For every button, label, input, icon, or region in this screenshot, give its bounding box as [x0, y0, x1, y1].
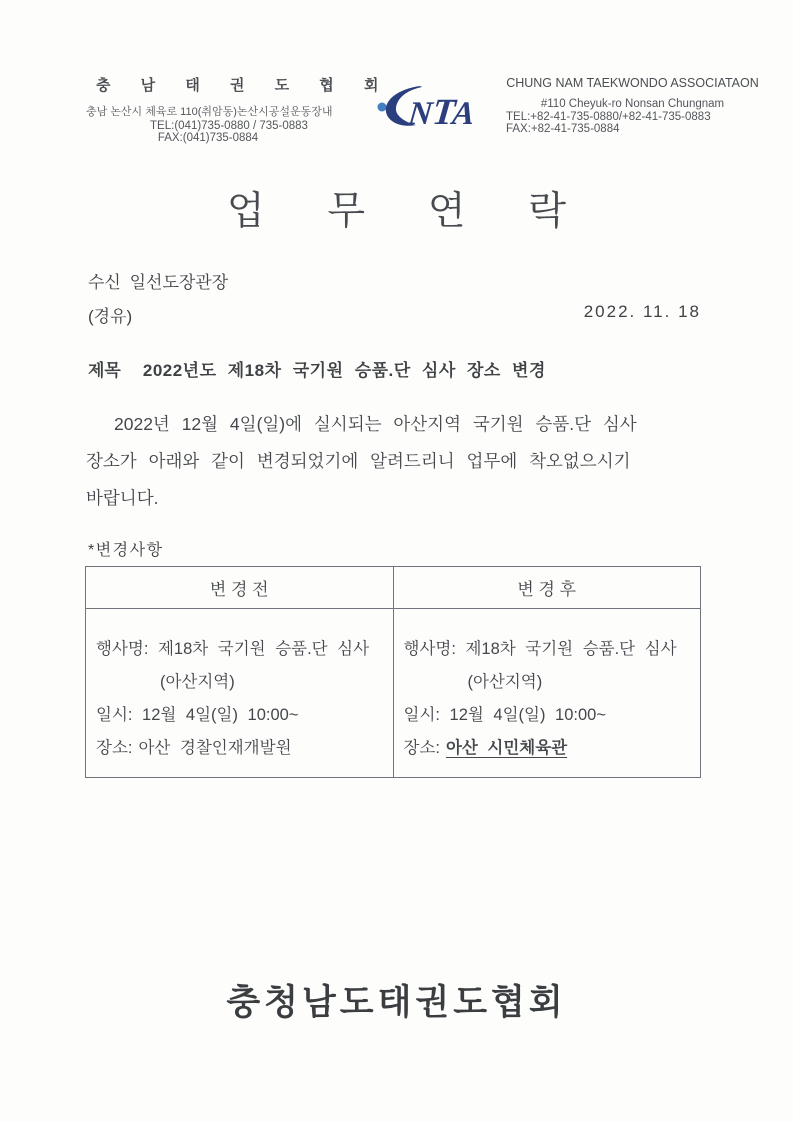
change-table-body-row — [86, 609, 701, 778]
change-table-header-row — [86, 567, 701, 609]
before-cell — [86, 609, 394, 778]
body-line-3: 바랍니다. — [86, 488, 159, 508]
document-title: 업 무 연 락 — [226, 190, 593, 233]
document-date: 2022. 11. 18 — [583, 302, 701, 321]
svg-text:A: A — [450, 96, 477, 132]
org-name-english: CHUNG NAM TAEKWONDO ASSOCIATAON — [506, 76, 759, 90]
svg-text:N: N — [406, 96, 435, 132]
svg-text:T: T — [430, 92, 458, 133]
column-header-before: 변 경 전 — [86, 567, 394, 609]
recipient-line — [88, 268, 228, 293]
org-address-korean: 충남 논산시 체육로 110(취암동)논산시공설운동장내 — [86, 106, 333, 118]
after-venue-value: 아산 시민체육관 — [445, 739, 568, 757]
via-label: (경유) — [88, 307, 133, 326]
cnta-logo-icon — [374, 80, 496, 136]
before-event-region: (아산지역) — [160, 673, 235, 691]
after-venue-line — [404, 732, 695, 765]
org-tel-english: TEL:+82-41-735-0880/+82-41-735-0883 — [506, 111, 711, 123]
change-table — [85, 566, 701, 778]
logo-dot-icon — [378, 103, 387, 112]
column-header-after: 변 경 후 — [393, 567, 701, 609]
after-event-region: (아산지역) — [467, 673, 543, 691]
before-venue-value: 아산 경찰인재개발원 — [138, 739, 292, 757]
before-venue-label: 장소: — [96, 739, 133, 757]
before-event-name: 행사명: 제18차 국기원 승품.단 심사 — [96, 640, 370, 658]
via-row — [88, 302, 701, 327]
body-paragraph — [86, 406, 718, 517]
after-datetime: 일시: 12월 4일(일) 10:00~ — [403, 706, 606, 724]
subject-label: 제목 — [88, 361, 121, 380]
subject-text: 2022년도 제18차 국기원 승품.단 심사 장소 변경 — [142, 361, 546, 380]
after-venue-label: 장소: — [403, 739, 440, 757]
body-line-2: 장소가 아래와 같이 변경되었기에 알려드리니 업무에 착오없으시기 — [86, 451, 631, 471]
letterhead-korean-block — [86, 74, 392, 144]
letterhead — [86, 74, 759, 144]
body-line-1: 2022년 12월 4일(일)에 실시되는 아산지역 국기원 승품.단 심사 — [114, 414, 637, 434]
subject-line — [88, 356, 546, 381]
logo-letters — [405, 92, 476, 133]
org-tel-korean: TEL:(041)735-0880 / 735-0883 — [150, 120, 308, 132]
change-section-label: *변경사항 — [88, 542, 164, 559]
org-fax-korean: FAX:(041)735-0884 — [157, 132, 259, 144]
recipient-label: 수신 — [88, 273, 121, 292]
org-fax-english: FAX:+82-41-735-0884 — [506, 123, 620, 135]
recipient-value: 일선도장관장 — [129, 273, 229, 292]
before-datetime: 일시: 12월 4일(일) 10:00~ — [96, 706, 299, 724]
after-event-name: 행사명: 제18차 국기원 승품.단 심사 — [403, 640, 677, 658]
org-name-korean: 충 남 태 권 도 협 회 — [96, 77, 392, 94]
before-venue-line — [96, 732, 387, 765]
signature-org-name: 충청남도태권도협회 — [226, 983, 567, 1022]
after-cell — [393, 609, 701, 778]
org-address-english: #110 Cheyuk-ro Nonsan Chungnam — [540, 98, 725, 110]
letterhead-english-block — [506, 76, 759, 135]
